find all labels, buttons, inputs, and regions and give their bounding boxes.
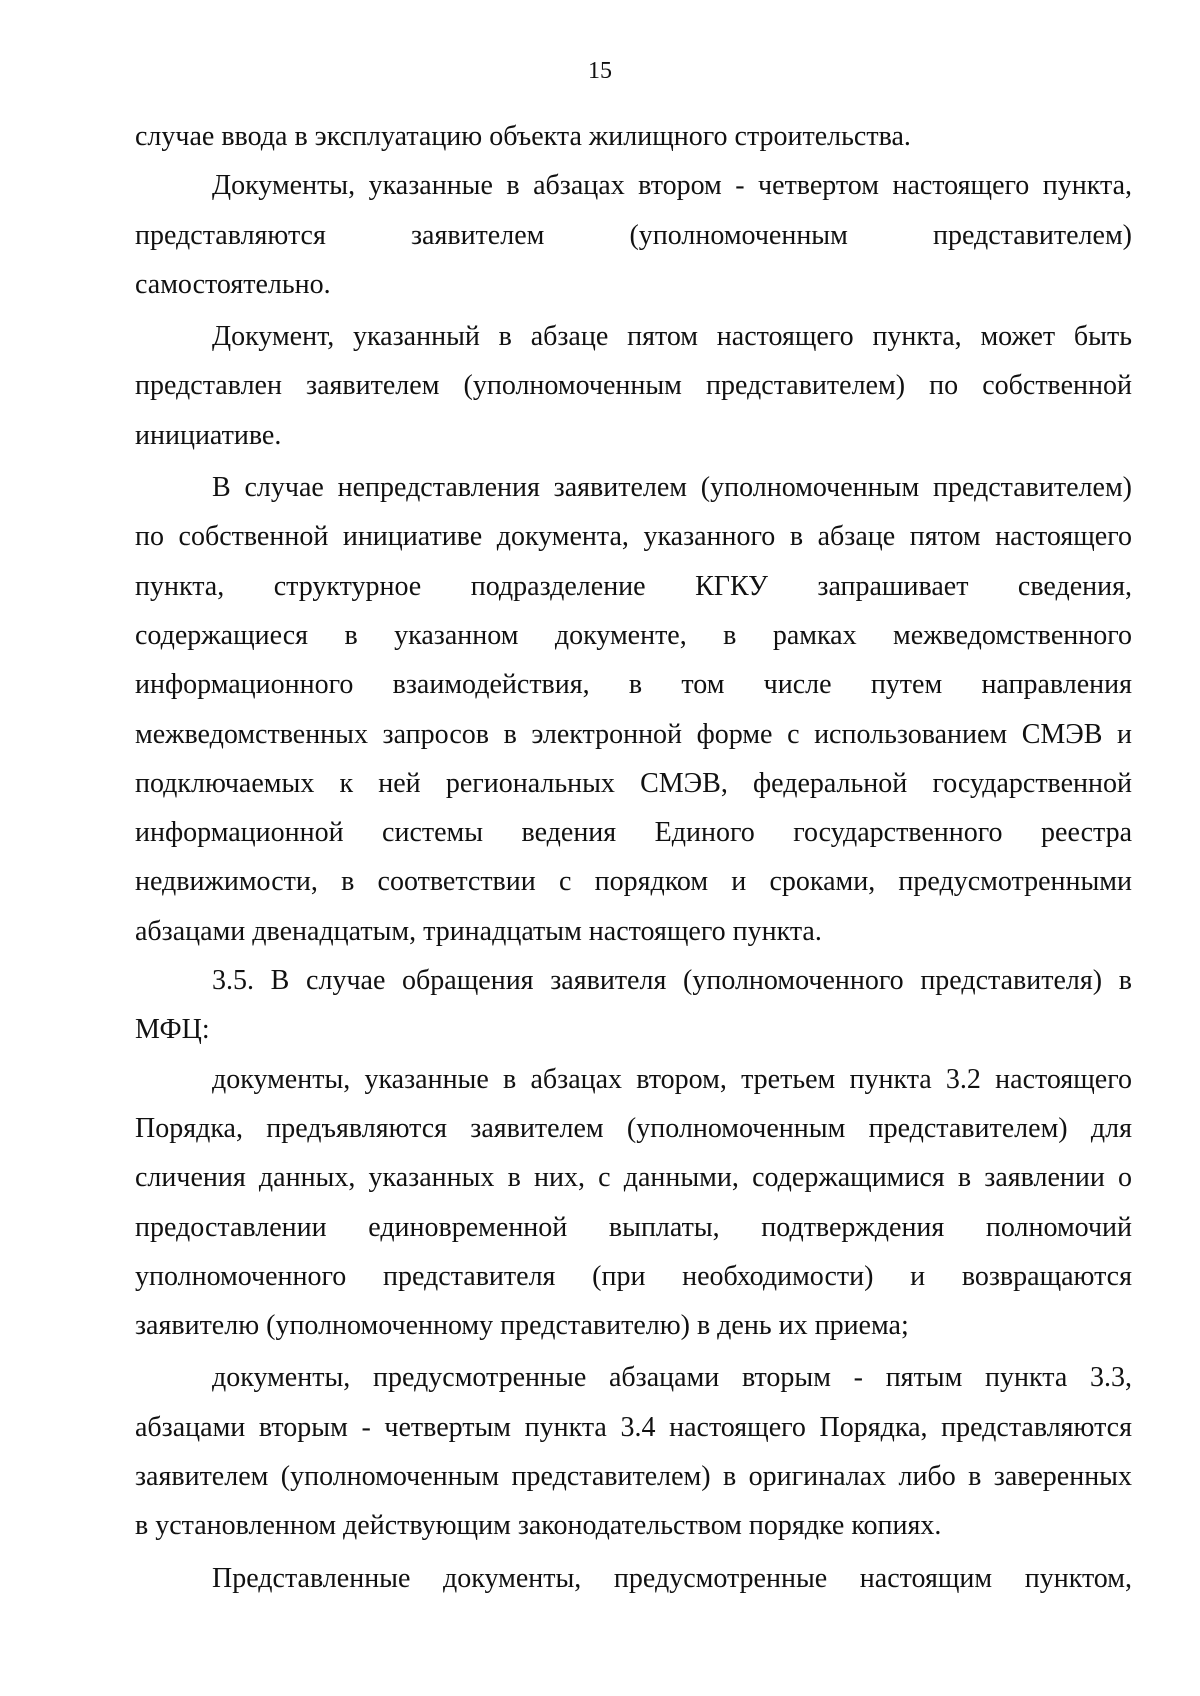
paragraph-end-line: заявителю (уполномоченному представителю) в день их приема; [135, 1310, 909, 1342]
page-number: 15 [588, 58, 612, 84]
paragraph-start-line: документы, указанные в абзацах втором, третьем пункта 3.2 настоящего [212, 1063, 1132, 1095]
text-line: подключаемых к ней региональных СМЭВ, федеральной государственной [135, 767, 1132, 799]
paragraph-start-line: Документы, указанные в абзацах втором - четвертом настоящего пункта, [212, 170, 1132, 202]
text-line: сличения данных, указанных в них, с данными, содержащимися в заявлении о [135, 1162, 1132, 1194]
paragraph-start-line: документы, предусмотренные абзацами вторым - пятым пункта 3.3, [212, 1362, 1132, 1394]
text-line: по собственной инициативе документа, указанного в абзаце пятом настоящего [135, 521, 1132, 553]
text-line: Порядка, предъявляются заявителем (уполномоченным представителем) для [135, 1112, 1132, 1144]
paragraph-start-line: Представленные документы, предусмотренные настоящим пунктом, [212, 1562, 1132, 1594]
section-heading-line: 3.5. В случае обращения заявителя (уполномоченного представителя) в [212, 965, 1132, 997]
paragraph-end-line: самостоятельно. [135, 268, 331, 300]
text-line: информационной системы ведения Единого государственного реестра [135, 817, 1132, 849]
text-line: заявителем (уполномоченным представителем) в оригиналах либо в заверенных [135, 1461, 1132, 1493]
text-line: межведомственных запросов в электронной форме с использованием СМЭВ и [135, 718, 1132, 750]
paragraph-end-line: в установленном действующим законодательством порядке копиях. [135, 1510, 942, 1542]
text-line: случае ввода в эксплуатацию объекта жилищного строительства. [135, 121, 911, 152]
text-line: представлен заявителем (уполномоченным представителем) по собственной [135, 370, 1132, 402]
paragraph-start-line: В случае непредставления заявителем (уполномоченным представителем) [212, 472, 1132, 504]
paragraph-start-line: Документ, указанный в абзаце пятом настоящего пункта, может быть [212, 321, 1132, 353]
text-line: информационного взаимодействия, в том числе путем направления [135, 669, 1132, 701]
text-line: содержащиеся в указанном документе, в рамках межведомственного [135, 619, 1132, 651]
text-line: уполномоченного представителя (при необходимости) и возвращаются [135, 1260, 1132, 1292]
paragraph-end-line: абзацами двенадцатым, тринадцатым настоящего пункта. [135, 915, 822, 947]
text-line: пункта, структурное подразделение КГКУ запрашивает сведения, [135, 570, 1132, 602]
paragraph-end-line: МФЦ: [135, 1014, 210, 1046]
document-body [135, 112, 1132, 1603]
text-line: абзацами вторым - четвертым пункта 3.4 настоящего Порядка, представляются [135, 1411, 1132, 1443]
text-line: предоставлении единовременной выплаты, подтверждения полномочий [135, 1211, 1132, 1243]
text-line: недвижимости, в соответствии с порядком и сроками, предусмотренными [135, 866, 1132, 898]
paragraph-end-line: инициативе. [135, 419, 282, 451]
text-line: представляются заявителем (уполномоченным представителем) [135, 219, 1132, 251]
